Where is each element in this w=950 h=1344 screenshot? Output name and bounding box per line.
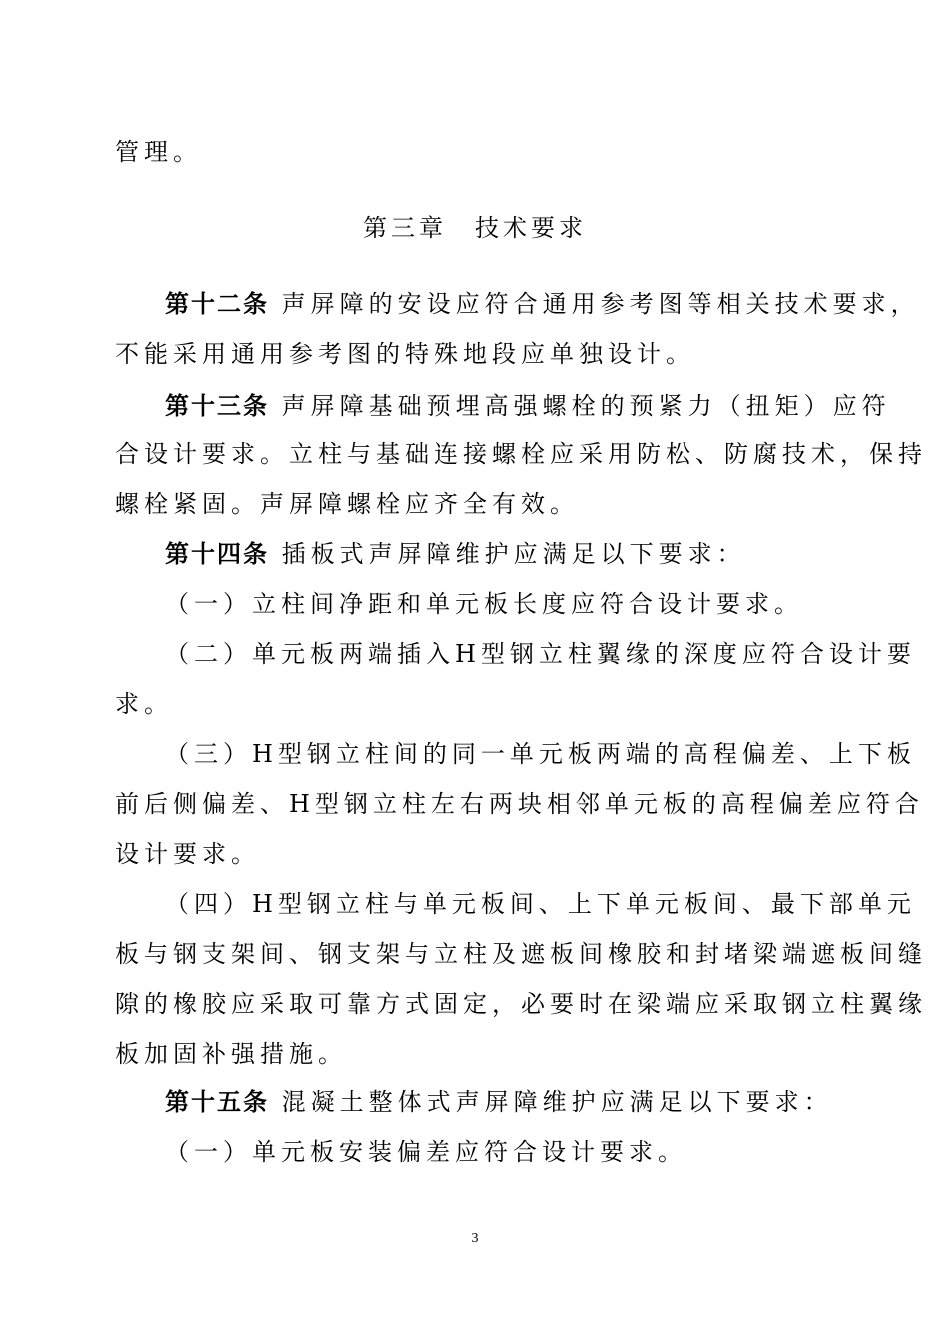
article-13-line-2: 合设计要求。立柱与基础连接螺栓应采用防松、防腐技术，保持 xyxy=(115,440,927,468)
article-12-line-2: 不能采用通用参考图的特殊地段应单独设计。 xyxy=(115,340,695,368)
article-12-line-1 xyxy=(165,288,920,320)
article-13-line-3: 螺栓紧固。声屏障螺栓应齐全有效。 xyxy=(115,490,579,518)
article-15-item-1: （一）单元板安装偏差应符合设计要求。 xyxy=(165,1138,687,1166)
page-number: 3 xyxy=(471,1231,479,1246)
article-14-item-4-line-2: 板与钢支架间、钢支架与立柱及遮板间橡胶和封堵梁端遮板间缝 xyxy=(115,940,927,968)
article-14-item-3-line-3: 设计要求。 xyxy=(115,840,260,868)
article-15-line-1 xyxy=(165,1086,833,1118)
article-13-label: 第十三条 xyxy=(165,392,269,420)
article-15-label: 第十五条 xyxy=(165,1088,269,1116)
article-14-text-1: 插板式声屏障维护应满足以下要求： xyxy=(281,540,746,568)
article-14-item-4-line-3: 隙的橡胶应采取可靠方式固定，必要时在梁端应采取钢立柱翼缘 xyxy=(115,990,927,1018)
article-12-label: 第十二条 xyxy=(165,290,269,318)
article-14-line-1 xyxy=(165,538,746,570)
continuation-text: 管理。 xyxy=(115,138,202,166)
article-13-text-1: 声屏障基础预埋高强螺栓的预紧力（扭矩）应符 xyxy=(281,392,891,420)
article-13-line-1 xyxy=(165,390,891,422)
article-14-item-3-line-2: 前后侧偏差、H型钢立柱左右两块相邻单元板的高程偏差应符合 xyxy=(115,790,924,818)
article-14-label: 第十四条 xyxy=(165,540,269,568)
article-14-item-4-line-1: （四）H型钢立柱与单元板间、上下单元板间、最下部单元 xyxy=(165,890,916,918)
article-14-item-4-line-4: 板加固补强措施。 xyxy=(115,1040,347,1068)
chapter-heading: 第三章 技术要求 xyxy=(363,214,587,242)
article-14-item-2-line-1: （二）单元板两端插入H型钢立柱翼缘的深度应符合设计要 xyxy=(165,640,916,668)
article-14-item-1: （一）立柱间净距和单元板长度应符合设计要求。 xyxy=(165,590,803,618)
article-14-item-2-line-2: 求。 xyxy=(115,690,173,718)
article-15-text-1: 混凝土整体式声屏障维护应满足以下要求： xyxy=(281,1088,833,1116)
article-12-text-1: 声屏障的安设应符合通用参考图等相关技术要求， xyxy=(281,290,920,318)
article-14-item-3-line-1: （三）H型钢立柱间的同一单元板两端的高程偏差、上下板 xyxy=(165,740,916,768)
